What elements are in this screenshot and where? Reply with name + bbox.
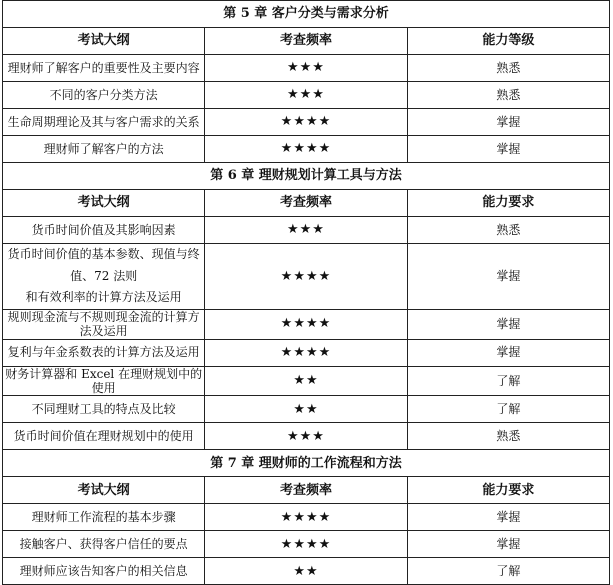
frequency-stars: ★★★★ — [205, 339, 407, 366]
ability-level: 熟悉 — [407, 82, 609, 109]
chapter-title-row — [3, 1, 610, 28]
table-row — [3, 423, 610, 450]
header-syllabus: 考试大纲 — [3, 190, 205, 217]
frequency-stars: ★★ — [205, 366, 407, 396]
syllabus-item: 理财师工作流程的基本步骤 — [3, 504, 205, 531]
syllabus-table — [2, 0, 610, 585]
syllabus-item: 理财师应该告知客户的相关信息 — [3, 558, 205, 585]
frequency-stars: ★★★★ — [205, 136, 407, 163]
ability-level: 掌握 — [407, 309, 609, 339]
table-row — [3, 558, 610, 585]
ability-level: 掌握 — [407, 339, 609, 366]
ability-level: 掌握 — [407, 109, 609, 136]
syllabus-item: 不同的客户分类方法 — [3, 82, 205, 109]
table-row — [3, 217, 610, 244]
chapter-title: 第 7 章 理财师的工作流程和方法 — [3, 450, 610, 477]
frequency-stars: ★★★ — [205, 217, 407, 244]
ability-level: 熟悉 — [407, 55, 609, 82]
table-row — [3, 109, 610, 136]
table-header-row — [3, 477, 610, 504]
syllabus-item-line-1: 货币时间价值的基本参数、现值与终值、72 法则 — [7, 247, 200, 283]
frequency-stars: ★★★★ — [205, 309, 407, 339]
ability-level: 了解 — [407, 558, 609, 585]
chapter-title-row — [3, 163, 610, 190]
syllabus-item: 生命周期理论及其与客户需求的关系 — [3, 109, 205, 136]
syllabus-item: 复利与年金系数表的计算方法及运用 — [3, 339, 205, 366]
header-frequency: 考查频率 — [205, 190, 407, 217]
ability-level: 熟悉 — [407, 217, 609, 244]
frequency-stars: ★★★★ — [205, 531, 407, 558]
ability-level: 掌握 — [407, 244, 609, 310]
chapter-title: 第 5 章 客户分类与需求分析 — [3, 1, 610, 28]
ability-level: 掌握 — [407, 531, 609, 558]
frequency-stars: ★★★★ — [205, 244, 407, 310]
syllabus-item: 理财师了解客户的方法 — [3, 136, 205, 163]
table-row — [3, 366, 610, 396]
table-header-row — [3, 28, 610, 55]
table-row — [3, 339, 610, 366]
header-ability: 能力要求 — [407, 190, 609, 217]
table-row — [3, 396, 610, 423]
header-frequency: 考查频率 — [205, 28, 407, 55]
table-row — [3, 55, 610, 82]
frequency-stars: ★★★★ — [205, 504, 407, 531]
chapter-title: 第 6 章 理财规划计算工具与方法 — [3, 163, 610, 190]
ability-level: 了解 — [407, 366, 609, 396]
frequency-stars: ★★★★ — [205, 109, 407, 136]
syllabus-item: 接触客户、获得客户信任的要点 — [3, 531, 205, 558]
header-syllabus: 考试大纲 — [3, 477, 205, 504]
frequency-stars: ★★★ — [205, 82, 407, 109]
frequency-stars: ★★★ — [205, 55, 407, 82]
header-frequency: 考查频率 — [205, 477, 407, 504]
frequency-stars: ★★ — [205, 396, 407, 423]
ability-level: 了解 — [407, 396, 609, 423]
syllabus-item — [3, 244, 205, 310]
table-row — [3, 309, 610, 339]
header-syllabus: 考试大纲 — [3, 28, 205, 55]
header-ability: 能力要求 — [407, 477, 609, 504]
ability-level: 熟悉 — [407, 423, 609, 450]
syllabus-item: 理财师了解客户的重要性及主要内容 — [3, 55, 205, 82]
ability-level: 掌握 — [407, 504, 609, 531]
table-row — [3, 136, 610, 163]
frequency-stars: ★★★ — [205, 423, 407, 450]
syllabus-item-line-2: 和有效利率的计算方法及运用 — [25, 290, 182, 305]
table-row — [3, 82, 610, 109]
table-row — [3, 244, 610, 310]
syllabus-item: 货币时间价值及其影响因素 — [3, 217, 205, 244]
header-ability: 能力等级 — [407, 28, 609, 55]
chapter-title-row — [3, 450, 610, 477]
syllabus-item: 货币时间价值在理财规划中的使用 — [3, 423, 205, 450]
syllabus-item: 不同理财工具的特点及比较 — [3, 396, 205, 423]
frequency-stars: ★★ — [205, 558, 407, 585]
syllabus-item: 财务计算器和 Excel 在理财规划中的使用 — [3, 366, 205, 396]
ability-level: 掌握 — [407, 136, 609, 163]
table-row — [3, 531, 610, 558]
syllabus-item: 规则现金流与不规则现金流的计算方法及运用 — [3, 309, 205, 339]
table-header-row — [3, 190, 610, 217]
table-row — [3, 504, 610, 531]
